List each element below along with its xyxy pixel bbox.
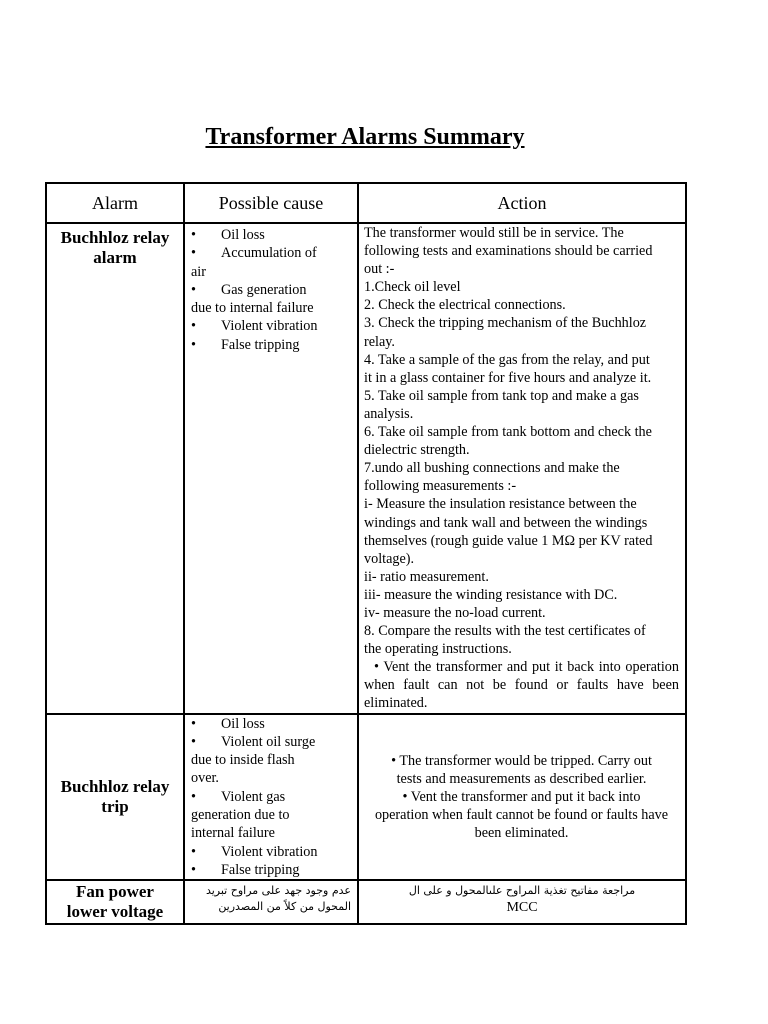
header-alarm: Alarm bbox=[46, 183, 184, 223]
list-item: • False tripping bbox=[191, 336, 300, 353]
alarm-name-line: trip bbox=[101, 796, 129, 816]
cause-line: المحول من كلاً من المصدرين bbox=[218, 900, 351, 914]
bullet-icon: • bbox=[191, 843, 196, 860]
action-line: voltage). bbox=[364, 550, 415, 567]
action-cell bbox=[358, 880, 686, 924]
bullet-icon: • bbox=[191, 318, 196, 335]
alarm-name-line: Buchhloz relay bbox=[60, 228, 170, 247]
action-lines bbox=[364, 224, 679, 658]
action-line: i- Measure the insulation resistance between the bbox=[364, 496, 637, 513]
table-header-row bbox=[46, 183, 686, 223]
cause-cell bbox=[184, 880, 358, 924]
action-line: been eliminated. bbox=[474, 825, 569, 841]
bullet-icon: • bbox=[191, 245, 196, 262]
action-line: following tests and examinations should be carried bbox=[364, 243, 653, 260]
alarm-cell bbox=[46, 880, 184, 924]
action-line: iii- measure the winding resistance with DC. bbox=[364, 586, 618, 603]
action-line: analysis. bbox=[364, 405, 414, 422]
list-item: • Accumulation of air bbox=[191, 245, 317, 280]
action-line: 6. Take oil sample from tank bottom and check the bbox=[364, 424, 652, 441]
cause-cell bbox=[184, 223, 358, 714]
list-item: • Violent vibration bbox=[191, 318, 318, 335]
cause-list bbox=[185, 224, 357, 354]
table-row bbox=[46, 880, 686, 924]
action-final-note: • Vent the transformer and put it back into operation when fault can not be found or faults have been eliminated. bbox=[364, 659, 679, 712]
alarm-name-line: lower voltage bbox=[66, 902, 164, 922]
action-line: 4. Take a sample of the gas from the relay, and put bbox=[364, 351, 650, 368]
action-cell bbox=[358, 223, 686, 714]
bullet-icon: • bbox=[191, 715, 196, 732]
action-line: themselves (rough guide value 1 MΩ per KV rated bbox=[364, 532, 653, 549]
action-line: windings and tank wall and between the windings bbox=[364, 514, 648, 531]
action-line: • The transformer would be tripped. Carry out bbox=[391, 752, 652, 769]
action-line: following measurements :- bbox=[364, 478, 517, 495]
list-item: • Gas generation due to internal failure bbox=[191, 281, 314, 317]
action-line: مراجعة مفاتيح تغذية المراوح علىالمحول و على ال bbox=[408, 884, 636, 898]
cause-line: عدم وجود جهد على مراوح تبريد bbox=[205, 884, 351, 898]
alarm-name-line: Buchhloz relay bbox=[60, 776, 170, 796]
action-line: tests and measurements as described earlier. bbox=[396, 770, 647, 787]
table-row bbox=[46, 714, 686, 881]
list-item: • Oil loss bbox=[191, 227, 265, 243]
alarm-cell bbox=[46, 223, 184, 714]
action-line: operation when fault cannot be found or faults have bbox=[374, 806, 669, 823]
alarm-name-line: alarm bbox=[93, 248, 137, 267]
list-item: • Violent vibration bbox=[191, 843, 318, 860]
action-line: out :- bbox=[364, 261, 395, 278]
action-line: 2. Check the electrical connections. bbox=[364, 297, 566, 314]
header-action: Action bbox=[358, 183, 686, 223]
cause-list bbox=[185, 715, 357, 880]
action-line: MCC bbox=[506, 900, 538, 916]
action-line: iv- measure the no-load current. bbox=[364, 604, 546, 621]
table-row bbox=[46, 223, 686, 714]
action-line: • Vent the transformer and put it back into bbox=[402, 788, 641, 805]
action-line: the operating instructions. bbox=[364, 641, 512, 658]
header-possible-cause: Possible cause bbox=[184, 183, 358, 223]
action-line: 5. Take oil sample from tank top and make a gas bbox=[364, 387, 639, 404]
alarms-table bbox=[45, 182, 687, 925]
alarm-cell bbox=[46, 714, 184, 881]
action-cell bbox=[358, 714, 686, 881]
action-line: dielectric strength. bbox=[364, 442, 470, 459]
alarm-name-line: Fan power bbox=[76, 882, 154, 902]
action-line: The transformer would still be in service. The bbox=[364, 225, 624, 241]
action-line: it in a glass container for five hours and analyze it. bbox=[364, 369, 652, 386]
bullet-icon: • bbox=[191, 788, 196, 805]
action-line: relay. bbox=[364, 333, 395, 350]
bullet-icon: • bbox=[191, 281, 196, 298]
action-line: ii- ratio measurement. bbox=[364, 568, 489, 585]
bullet-icon: • bbox=[191, 227, 196, 243]
list-item: • Violent gas generation due to internal failure bbox=[191, 788, 290, 842]
bullet-icon: • bbox=[191, 336, 196, 353]
action-line: 3. Check the tripping mechanism of the Buchhloz bbox=[364, 315, 647, 332]
list-item: • Violent oil surge due to inside flash over. bbox=[191, 733, 316, 787]
page-title: Transformer Alarms Summary bbox=[205, 124, 525, 150]
list-item: • Oil loss bbox=[191, 715, 265, 732]
action-line: 1.Check oil level bbox=[364, 279, 461, 296]
bullet-icon: • bbox=[191, 861, 196, 878]
cause-cell bbox=[184, 714, 358, 881]
action-line: 8. Compare the results with the test certificates of bbox=[364, 623, 646, 640]
list-item: • False tripping bbox=[191, 861, 300, 878]
bullet-icon: • bbox=[191, 733, 196, 750]
action-line: 7.undo all bushing connections and make the bbox=[364, 460, 620, 477]
